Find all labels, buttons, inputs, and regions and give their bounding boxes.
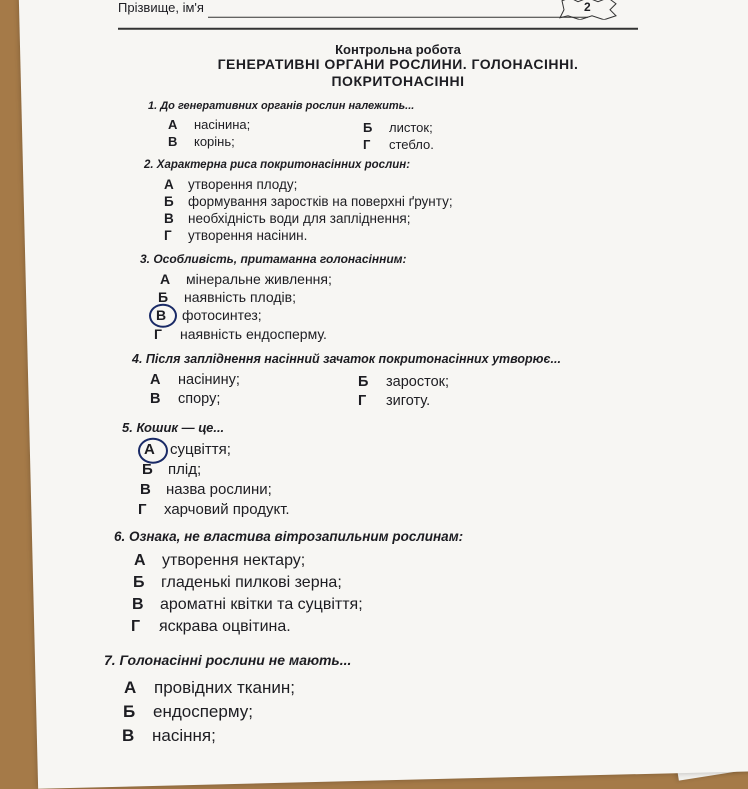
option-text: наявність плодів; [183,288,296,305]
option-letter: Б [132,573,145,591]
question-5-option-d [138,501,290,518]
question-3: 3. Особливість, притаманна голонасінним: [139,251,407,266]
option-text: формування заростків на поверхні ґрунту; [187,193,453,209]
option-text: утворення нектару; [161,551,306,569]
question-4: 4. Після запліднення насінний зачаток покритонасінних утворює... [131,351,561,366]
question-5: 5. Кошик — це... [121,419,225,435]
option-text: фотосинтез; [181,306,262,323]
question-4-option-c [150,391,220,407]
option-text: насіння; [151,725,216,745]
question-2-option-b [164,194,453,209]
question-7-option-c [122,726,216,746]
question-1-option-d [363,137,434,152]
option-letter: В [167,133,178,149]
question-6-option-c [132,596,363,614]
option-letter: Г [137,500,147,518]
option-text: провідних тканин; [153,677,295,697]
option-text: харчовий продукт. [163,500,290,518]
option-text: плід; [167,460,202,478]
test-subtitle: Контрольна робота [335,41,461,57]
question-2-option-c [164,211,410,226]
option-letter: А [123,677,137,697]
question-2-option-a [164,177,297,192]
question-4-option-d [358,393,430,409]
option-letter: А [167,116,178,132]
option-letter: Б [163,193,174,209]
option-text: насінину; [177,371,240,388]
option-letter: Г [362,136,371,152]
option-letter: Г [153,325,162,342]
option-letter: А [133,551,146,569]
option-text: стебло. [388,136,434,152]
question-5-option-b [142,461,201,478]
option-text: заросток; [385,373,450,390]
question-3-option-a [160,271,332,287]
option-text: мінеральне живлення; [185,270,332,287]
option-letter: Г [163,227,172,243]
option-text: спору; [177,390,221,407]
option-text: яскрава оцвітина. [158,617,291,635]
question-4-option-b [358,374,449,390]
question-1-option-c [168,134,235,149]
question-7: 7. Голонасінні рослини не мають... [103,651,352,668]
option-text: наявність ендосперму. [179,325,327,342]
page-number: 2 [583,0,591,14]
option-letter: Б [157,288,169,305]
question-1-option-a [168,117,250,132]
question-2-option-d [164,228,307,243]
question-6-option-a [134,552,305,570]
option-text: насінина; [193,116,251,132]
question-1: 1. До генеративних органів рослин належить... [147,99,415,112]
question-2: 2. Характерна риса покритонасінних рослин: [143,158,411,171]
option-letter: А [143,440,155,458]
option-letter: Б [141,460,153,478]
option-text: корінь; [193,133,235,149]
option-text: ароматні квітки та суцвіття; [159,595,363,613]
question-6: 6. Ознака, не властива вітрозапильним рослинам: [113,528,464,544]
option-text: зиготу. [385,392,431,409]
question-6-option-d [131,618,291,636]
question-5-option-c [140,481,272,498]
option-text: назва рослини; [165,480,272,498]
question-7-option-b [123,702,253,722]
option-text: утворення плоду; [187,176,298,192]
option-letter: А [163,176,174,192]
option-letter: А [149,371,161,388]
test-title-line-2: ПОКРИТОНАСІННІ [331,72,465,89]
header-rule [118,28,638,30]
option-letter: В [163,210,174,226]
question-4-option-a [150,372,240,388]
option-text: суцвіття; [169,440,231,458]
test-content [58,0,738,750]
option-letter: В [149,390,161,407]
test-paper [18,0,748,789]
name-underline [208,17,588,18]
question-3-option-b [158,289,296,305]
question-3-option-d [154,326,327,342]
option-letter: В [139,480,151,498]
question-6-option-b [133,574,342,592]
option-letter: Б [122,701,136,721]
question-1-option-b [363,120,433,135]
option-letter: Г [130,617,141,635]
answer-mark-circle [149,304,177,328]
question-7-option-a [124,678,295,698]
option-letter: В [155,306,167,323]
option-letter: Г [357,392,367,409]
option-text: необхідність води для запліднення; [187,210,411,226]
option-text: листок; [388,119,433,135]
option-text: ендосперму; [152,701,253,721]
option-letter: Б [357,373,369,390]
option-letter: В [131,595,144,613]
option-text: гладенькі пилкові зерна; [160,573,342,591]
name-label: Прізвище, ім'я [117,0,204,15]
option-letter: А [159,270,171,287]
option-text: утворення насінин. [187,227,308,243]
option-letter: В [121,725,135,745]
test-title-line-1: ГЕНЕРАТИВНІ ОРГАНИ РОСЛИНИ. ГОЛОНАСІННІ. [217,55,579,72]
option-letter: Б [362,119,373,135]
